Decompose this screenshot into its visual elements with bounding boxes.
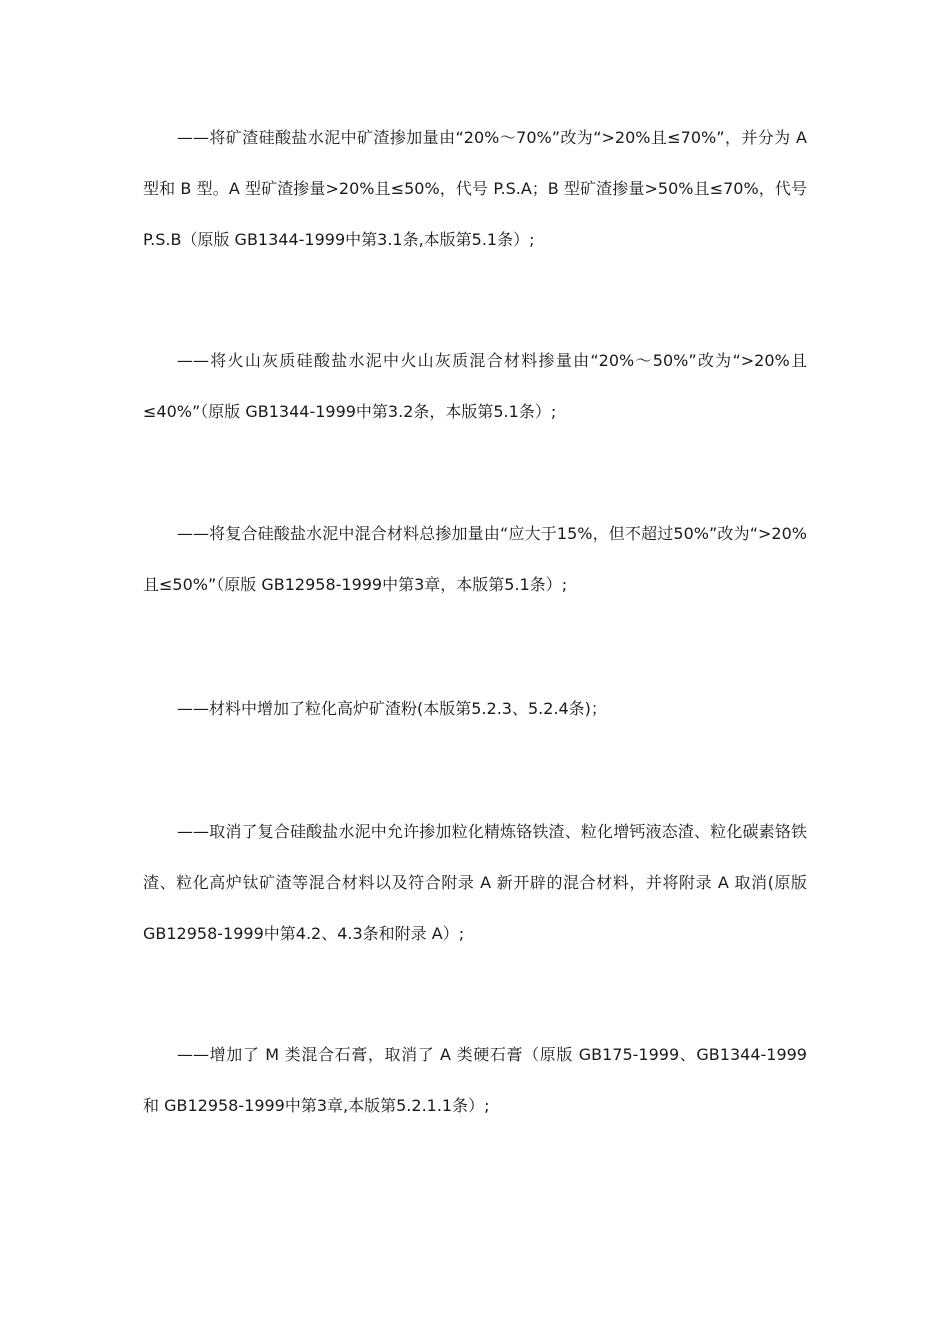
paragraph-slag-cement: ——将矿渣硅酸盐水泥中矿渣掺加量由“20%～70%”改为“>20%且≤70%”，并分为 A 型和 B 型。A 型矿渣掺量>20%且≤50%，代号 P.S.A；B 型矿渣掺量>50%且≤70%，代号 P.S.B（原版 GB1344-1999中第3.1条,本版第5.1条）; [143,128,807,249]
paragraph-composite-cement: ——将复合硅酸盐水泥中混合材料总掺加量由“应大于15%，但不超过50%”改为“>20%且≤50%”（原版 GB12958-1999中第3章，本版第5.1条）; [143,524,807,594]
paragraph-pozzolana-cement: ——将火山灰质硅酸盐水泥中火山灰质混合材料掺量由“20%～50%”改为“>20%且≤40%”（原版 GB1344-1999中第3.2条，本版第5.1条）; [143,351,807,421]
paragraph-removed-materials: ——取消了复合硅酸盐水泥中允许掺加粒化精炼铬铁渣、粒化增钙液态渣、粒化碳素铬铁渣、粒化高炉钛矿渣等混合材料以及符合附录 A 新开辟的混合材料，并将附录 A 取消(原版 GB12958-1999中第4.2、4.3条和附录 A）; [143,822,807,943]
paragraph-gypsum: ——增加了 M 类混合石膏，取消了 A 类硬石膏（原版 GB175-1999、GB1344-1999 和 GB12958-1999中第3章,本版第5.2.1.1条）; [143,1045,807,1115]
paragraph-slag-powder: ——材料中增加了粒化高炉矿渣粉(本版第5.2.3、5.2.4条)； [177,699,607,718]
